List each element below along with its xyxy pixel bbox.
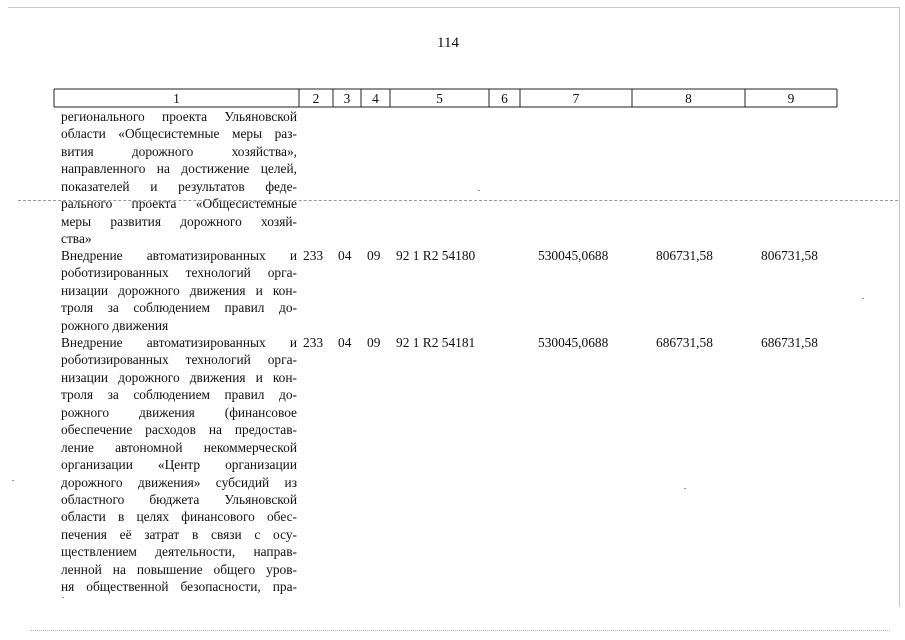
- text-line: организации «Центр организации: [61, 457, 297, 473]
- text-line: области в целях финансового обес-: [61, 509, 297, 525]
- row-2-amount-7: 530045,0688: [538, 335, 609, 350]
- row-1-description: [61, 247, 297, 334]
- scan-edge-right: [899, 7, 900, 607]
- row-2-subsection: 09: [367, 335, 381, 350]
- row-2-target-item: 92 1 R2 54181: [396, 335, 476, 350]
- text-line: ства»: [61, 231, 92, 247]
- text-line: обеспечение расходов на предостав-: [61, 422, 297, 438]
- text-line: низации дорожного движения и кон-: [61, 369, 297, 385]
- text-line: роботизированных технологий орга-: [61, 265, 297, 281]
- scan-speck: [862, 298, 864, 299]
- text-line: направленного на достижение целей,: [61, 161, 297, 177]
- scan-edge-top: [8, 7, 900, 8]
- text-line: роботизированных технологий орга-: [61, 352, 297, 368]
- page-number: 114: [437, 35, 459, 51]
- text-line: печения её затрат в связи с осу-: [61, 526, 297, 542]
- text-line: области «Общесистемные меры раз-: [61, 126, 297, 142]
- scan-speck: [12, 480, 14, 481]
- text-line: троля за соблюдением правил до-: [61, 387, 297, 403]
- text-line: меры развития дорожного хозяй-: [61, 213, 297, 229]
- text-line: областного бюджета Ульяновской: [61, 491, 297, 507]
- col-header-6: 6: [501, 91, 508, 106]
- scan-artifact-bottom-edge: [30, 630, 890, 631]
- text-line: Внедрение автоматизированных и: [61, 248, 297, 263]
- row-1-amount-9: 806731,58: [761, 248, 818, 263]
- row-2-section: 04: [338, 335, 352, 350]
- row-2-amount-9: 686731,58: [761, 335, 818, 350]
- text-line: вития дорожного хозяйства»,: [61, 143, 297, 159]
- row-1-target-item: 92 1 R2 54180: [396, 248, 476, 263]
- text-line: Внедрение автоматизированных и: [61, 335, 297, 350]
- row-1-subsection: 09: [367, 248, 381, 263]
- scan-speck: [684, 488, 686, 489]
- text-line: низации дорожного движения и кон-: [61, 282, 297, 298]
- col-header-9: 9: [787, 91, 795, 106]
- col-header-2: 2: [312, 91, 320, 106]
- text-line: дорожного движения» субсидий из: [61, 474, 297, 490]
- col-header-1: 1: [173, 91, 180, 106]
- text-line: ленной на повышение общего уров-: [61, 561, 297, 577]
- text-line: регионального проекта Ульяновской: [61, 109, 297, 124]
- col-header-7: 7: [572, 91, 580, 106]
- row-1-amount-7: 530045,0688: [538, 248, 609, 263]
- text-line: рального проекта «Общесистемные: [61, 196, 297, 212]
- col-header-3: 3: [343, 91, 351, 106]
- row-2-amount-8: 686731,58: [656, 335, 713, 350]
- text-line: ление автономной некоммерческой: [61, 439, 297, 455]
- scan-speck: [62, 597, 64, 598]
- col-header-4: 4: [372, 91, 379, 106]
- col-header-8: 8: [685, 91, 692, 106]
- text-line: показателей и результатов феде-: [61, 178, 297, 194]
- continued-description: [61, 108, 297, 248]
- row-1-amount-8: 806731,58: [656, 248, 713, 263]
- row-2-description: [61, 334, 297, 596]
- text-line: троля за соблюдением правил до-: [61, 300, 297, 316]
- col-header-5: 5: [436, 91, 443, 106]
- row-2-admin-code: 233: [303, 335, 324, 350]
- scan-artifact-dashed-line: [18, 200, 898, 201]
- row-1-admin-code: 233: [303, 248, 324, 263]
- text-line: рожного движения: [61, 317, 169, 333]
- scan-speck: [478, 190, 480, 191]
- row-1-section: 04: [338, 248, 352, 263]
- text-line: ществлением деятельности, направ-: [61, 544, 297, 560]
- text-line: рожного движения (финансовое: [61, 404, 297, 420]
- text-line: ня общественной безопасности, пра-: [61, 579, 297, 595]
